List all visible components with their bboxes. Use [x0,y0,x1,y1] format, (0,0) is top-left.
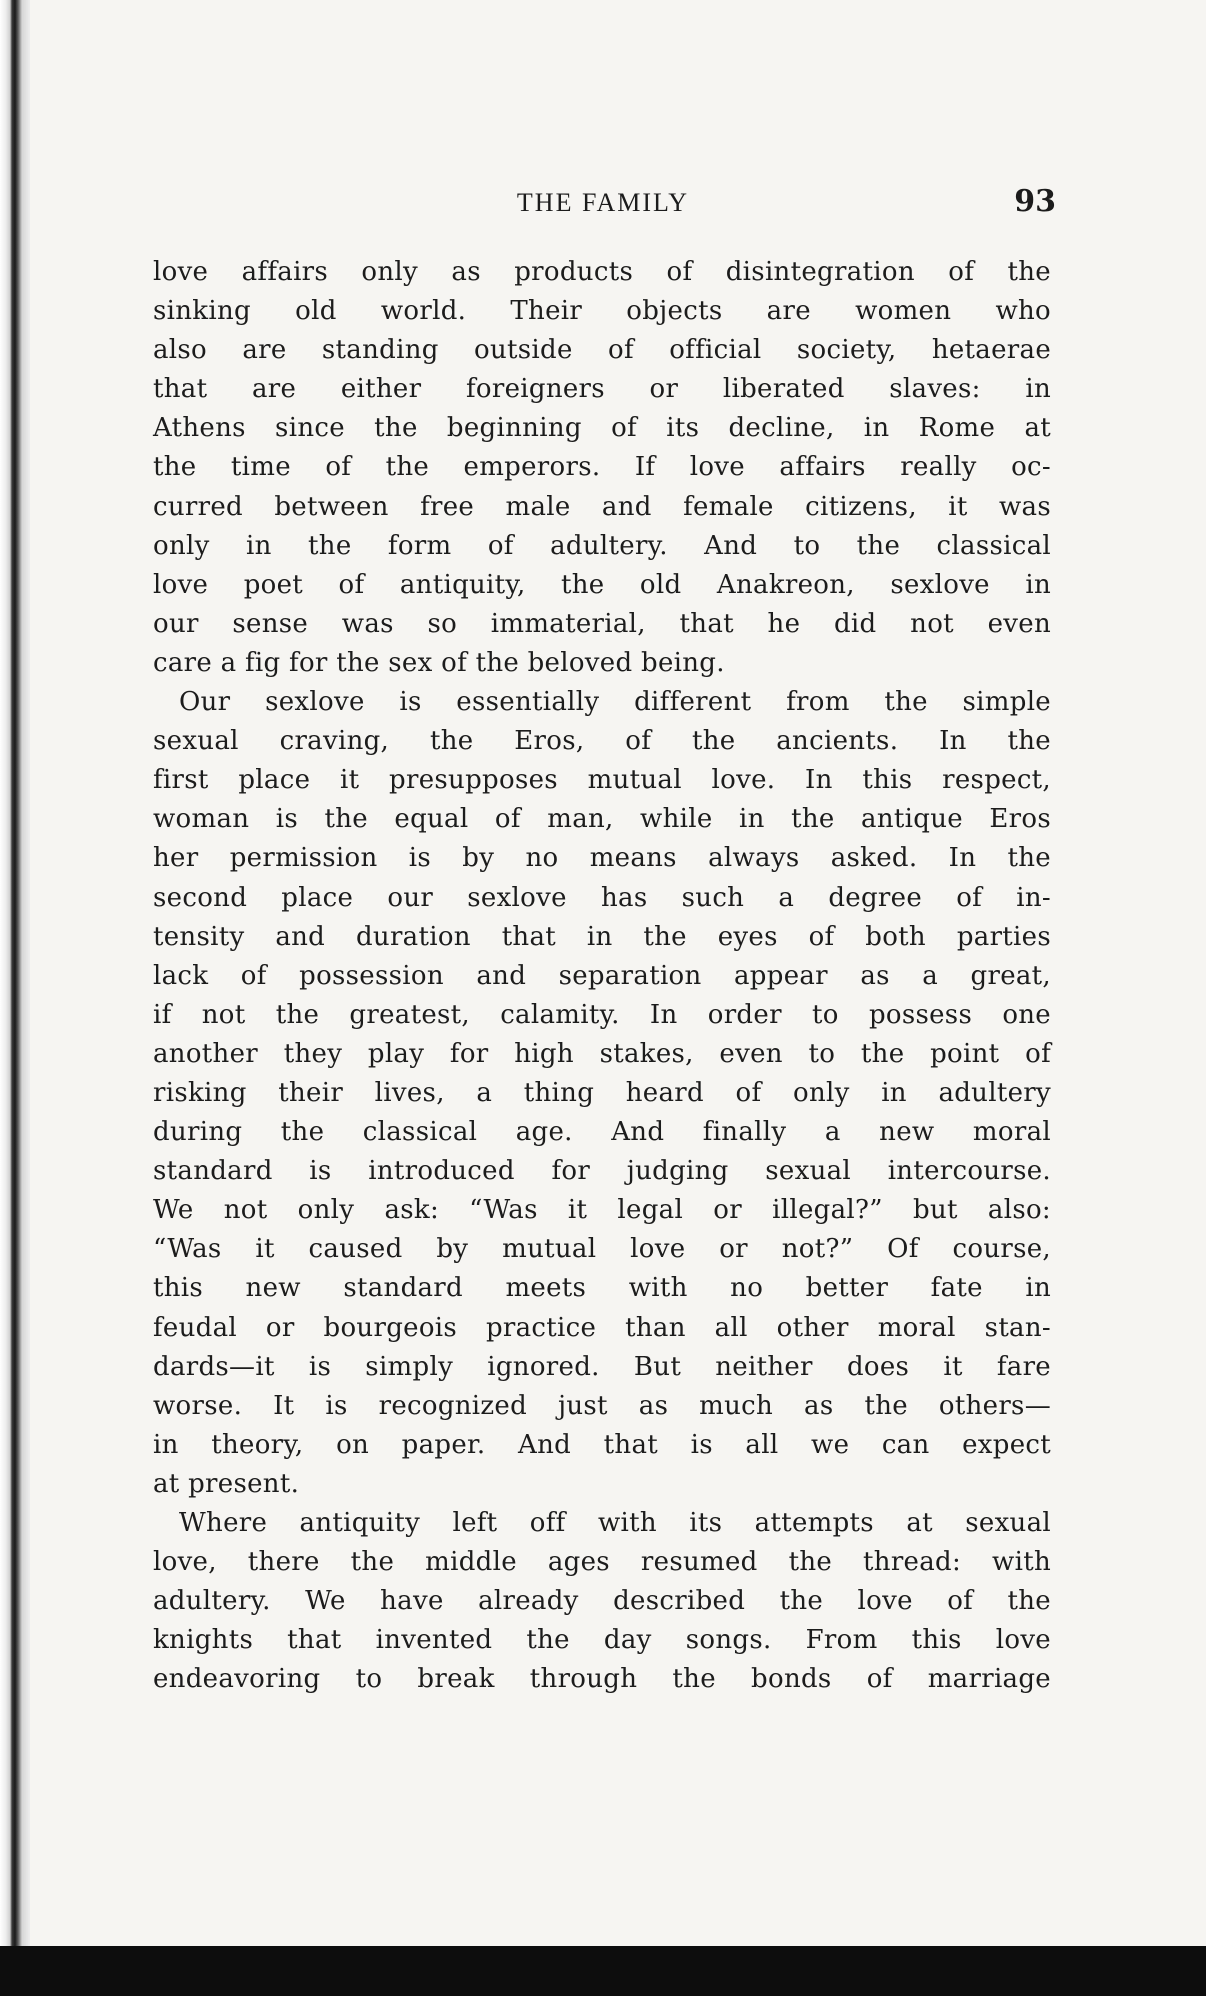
text-line: only in the form of adultery. And to the classical [153,530,1051,561]
text-line: curred between free male and female citizens, it was [153,491,1051,522]
text-line: love poet of antiquity, the old Anakreon, sexlove in [153,569,1051,600]
text-line: at present. [153,1468,300,1499]
text-line: feudal or bourgeois practice than all other moral stan- [153,1312,1051,1343]
text-line: dards—it is simply ignored. But neither does it fare [153,1351,1051,1382]
paragraph-start-line: Where antiquity left off with its attempts at sexual [179,1508,1051,1538]
text-line: standard is introduced for judging sexual intercourse. [153,1156,1051,1187]
text-line: endeavoring to break through the bonds of marriage [153,1664,1051,1695]
text-line: We not only ask: “Was it legal or illegal?” but also: [153,1195,1051,1226]
text-line: our sense was so immaterial, that he did not even [153,608,1051,639]
text-line: first place it presupposes mutual love. In this respect, [153,765,1051,796]
text-line: during the classical age. And finally a new moral [153,1117,1051,1148]
body-text [153,253,1051,1699]
paragraph-start-line: Our sexlove is essentially different from the simple [179,687,1051,718]
text-line: second place our sexlove has such a degree of in- [153,882,1051,913]
text-line: sinking old world. Their objects are women who [153,296,1051,327]
text-line: also are standing outside of official society, hetaerae [153,335,1051,366]
text-line: this new standard meets with no better fate in [153,1273,1051,1304]
text-line: love affairs only as products of disintegration of the [153,257,1051,287]
text-line: worse. It is recognized just as much as the others— [153,1390,1051,1421]
text-line: in theory, on paper. And that is all we can expect [153,1429,1051,1460]
binding-gutter [0,0,30,1996]
text-line: tensity and duration that in the eyes of both parties [153,921,1051,952]
running-head [153,184,1056,226]
scan-bottom-edge [0,1946,1206,1996]
text-line: Athens since the beginning of its decline, in Rome at [153,413,1051,444]
running-title: THE FAMILY [516,188,690,217]
page-number: 93 [1014,184,1056,219]
text-line: care a fig for the sex of the beloved being. [153,647,725,678]
text-line: the time of the emperors. If love affairs really oc- [153,452,1051,483]
text-line: another they play for high stakes, even to the point of [153,1038,1051,1069]
text-line: her permission is by no means always asked. In the [153,843,1051,874]
text-line: knights that invented the day songs. From this love [153,1625,1051,1656]
text-line: sexual craving, the Eros, of the ancients. In the [153,726,1051,757]
text-line: love, there the middle ages resumed the thread: with [153,1547,1051,1578]
text-line: lack of possession and separation appear as a great, [153,960,1051,991]
text-line: risking their lives, a thing heard of only in adultery [153,1077,1051,1108]
text-line: that are either foreigners or liberated slaves: in [153,374,1051,405]
text-line: “Was it caused by mutual love or not?” Of course, [153,1234,1051,1265]
text-line: woman is the equal of man, while in the antique Eros [153,804,1051,835]
text-line: if not the greatest, calamity. In order to possess one [153,999,1051,1030]
text-line: adultery. We have already described the love of the [153,1586,1051,1617]
